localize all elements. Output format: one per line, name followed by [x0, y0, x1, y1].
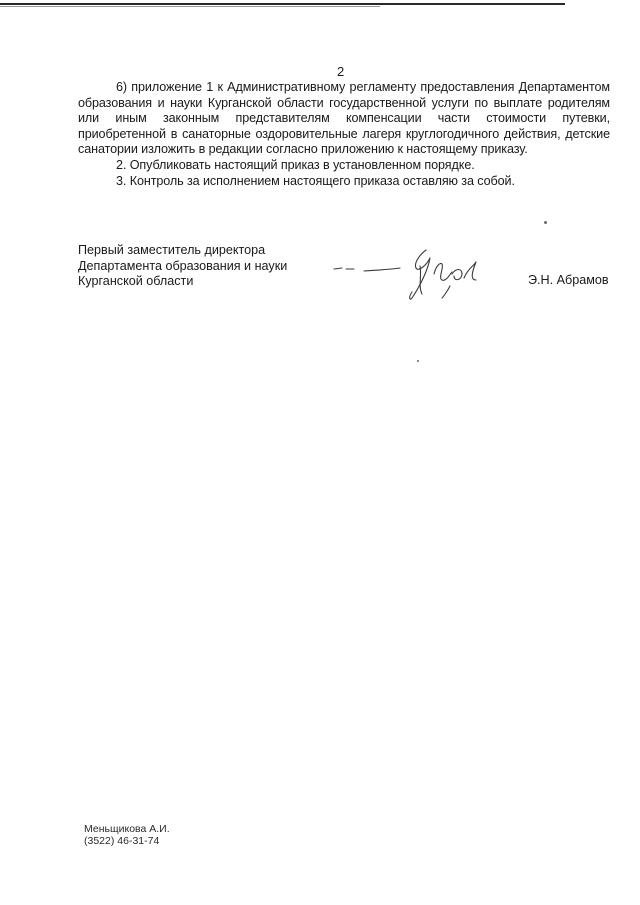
handwritten-signature — [330, 238, 490, 302]
top-scan-rule — [0, 3, 565, 5]
paragraph-item-6: 6) приложение 1 к Административному регламенту предоставления Департаментом образования и науки Курганской области государственной услуги по выплате родителям или иным законным представителям компенсации части стоимости путевки, приобретенной в санаторные оздоровительные лагеря круглогодичного действия, детские санатории изложить в редакции согласно приложению к настоящему приказу. — [78, 80, 610, 157]
executor-phone: (3522) 46-31-74 — [84, 835, 160, 847]
signer-name: Э.Н. Абрамов — [528, 273, 609, 287]
top-scan-rule-faint — [0, 6, 380, 7]
paragraph-control: 3. Контроль за исполнением настоящего приказа оставляю за собой. — [116, 173, 515, 188]
signer-position-line: Первый заместитель директора — [78, 243, 266, 257]
executor-info — [84, 823, 170, 847]
paragraph-publish: 2. Опубликовать настоящий приказ в установленном порядке. — [116, 157, 475, 172]
executor-name: Меньщикова А.И. — [84, 823, 170, 835]
document-body — [78, 80, 610, 189]
signer-position — [78, 243, 287, 290]
scan-speck — [544, 221, 547, 224]
signer-position-line: Курганской области — [78, 274, 194, 289]
page-number: 2 — [337, 64, 345, 79]
signer-position-line: Департамента образования и науки — [78, 258, 288, 273]
scan-speck — [417, 360, 419, 362]
